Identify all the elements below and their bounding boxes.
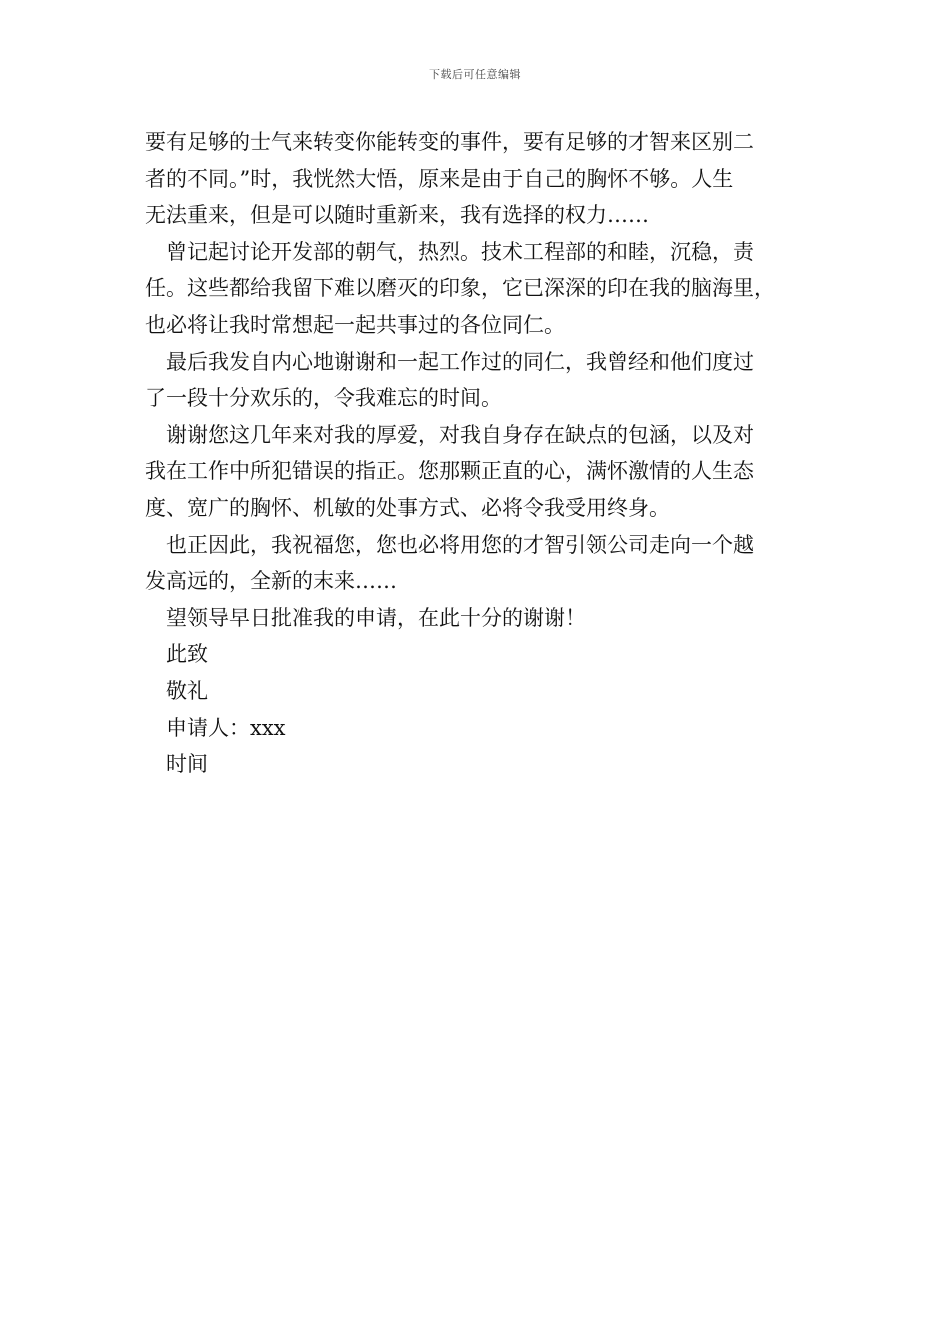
body-line: 无法重来，但是可以随时重新来，我有选择的权力…… [145,203,649,228]
paragraph-start-line: 也正因此，我祝福您，您也必将用您的才智引领公司走向一个越 [166,532,754,557]
body-line: 度、宽广的胸怀、机敏的处事方式、必将令我受用终身。 [145,495,670,520]
paragraph-start-line: 最后我发自内心地谢谢和一起工作过的同仁，我曾经和他们度过 [166,349,754,374]
header-note: 下载后可任意编辑 [429,68,521,81]
body-line: 也必将让我时常想起一起共事过的各位同仁。 [145,312,565,337]
date-line: 时间 [166,752,208,777]
letter-body [145,124,815,783]
body-line: 了一段十分欢乐的，令我难忘的时间。 [145,386,502,411]
body-line: 者的不同。”时，我恍然大悟，原来是由于自己的胸怀不够。人生 [145,166,734,191]
paragraph-start-line: 曾记起讨论开发部的朝气，热烈。技术工程部的和睦，沉稳，责 [166,239,754,264]
body-line: 发高远的，全新的末来…… [145,569,397,594]
paragraph-start-line: 谢谢您这几年来对我的厚爱，对我自身存在缺点的包涵，以及对 [166,422,754,447]
body-line: 我在工作中所犯错误的指正。您那颗正直的心，满怀激情的人生态 [145,459,754,484]
paragraph-start-line: 望领导早日批准我的申请，在此十分的谢谢！ [166,605,586,630]
applicant-line: 申请人：xxx [166,715,286,740]
body-line: 任。这些都给我留下难以磨灭的印象，它已深深的印在我的脑海里， [145,276,775,301]
salutation-line-1: 此致 [166,642,208,667]
salutation-line-2: 敬礼 [166,678,208,703]
body-line: 要有足够的士气来转变你能转变的事件，要有足够的才智来区别二 [145,130,754,154]
